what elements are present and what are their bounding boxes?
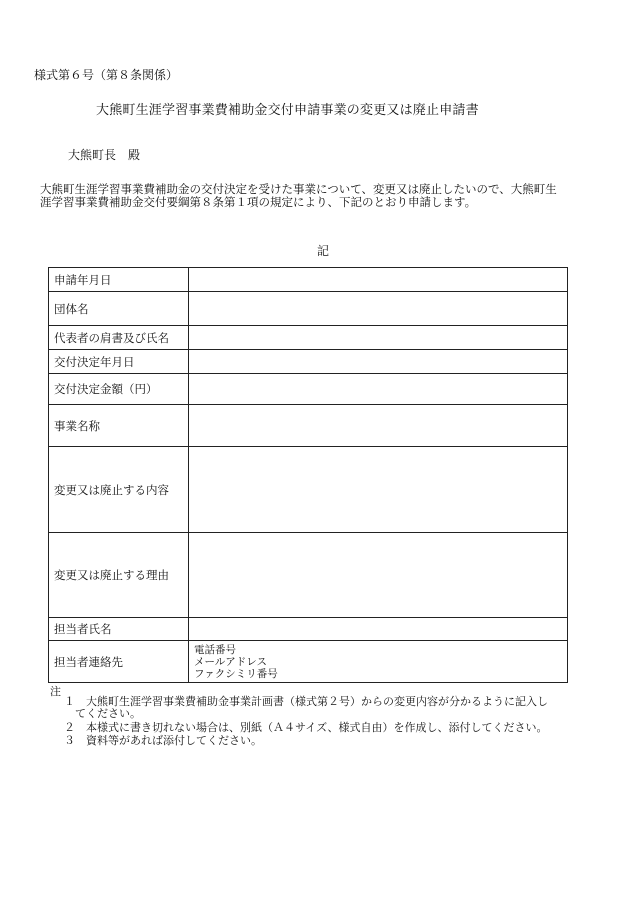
note-text: 本様式に書き切れない場合は、別紙（Ａ４サイズ、様式自由）を作成し、添付してください。	[86, 721, 548, 734]
field-representative[interactable]	[189, 326, 568, 350]
table-row	[49, 641, 568, 683]
field-contact-person[interactable]	[189, 618, 568, 641]
note-item-2	[64, 722, 547, 734]
row-label-change-content: 変更又は廃止する内容	[49, 447, 189, 533]
field-contact-info[interactable]	[189, 641, 568, 683]
row-label-contact-person: 担当者氏名	[49, 618, 189, 641]
row-label-representative: 代表者の肩書及び氏名	[49, 326, 189, 350]
contact-fax-label: ファクシミリ番号	[194, 667, 278, 680]
field-project-name[interactable]	[189, 405, 568, 447]
note-number: １	[64, 695, 75, 708]
field-change-reason[interactable]	[189, 533, 568, 618]
note-item-1	[64, 696, 569, 720]
notes-heading: 注	[50, 685, 61, 698]
table-row	[49, 618, 568, 641]
form-number: 様式第６号（第８条関係）	[34, 68, 179, 82]
row-label-decision-date: 交付決定年月日	[49, 350, 189, 374]
field-change-content[interactable]	[189, 447, 568, 533]
document-title: 大熊町生涯学習事業費補助金交付申請事業の変更又は廃止申請書	[96, 103, 479, 118]
note-number: ３	[64, 734, 75, 747]
contact-phone-label: 電話番号	[194, 643, 236, 656]
field-decision-date[interactable]	[189, 350, 568, 374]
table-row	[49, 268, 568, 292]
row-label-contact-info: 担当者連絡先	[49, 641, 189, 683]
application-form-table	[48, 267, 568, 683]
ki-heading: 記	[317, 244, 330, 258]
table-row	[49, 326, 568, 350]
contact-email-label: メールアドレス	[194, 655, 267, 668]
note-text-continued: てください。	[75, 707, 141, 720]
field-application-date[interactable]	[189, 268, 568, 292]
note-item-3	[64, 735, 262, 747]
table-row	[49, 350, 568, 374]
table-row	[49, 447, 568, 533]
field-organization[interactable]	[189, 292, 568, 326]
row-label-change-reason: 変更又は廃止する理由	[49, 533, 189, 618]
note-number: ２	[64, 721, 75, 734]
field-decision-amount[interactable]	[189, 374, 568, 405]
table-row	[49, 533, 568, 618]
table-row	[49, 405, 568, 447]
row-label-decision-amount: 交付決定金額（円）	[49, 374, 189, 405]
table-row	[49, 374, 568, 405]
row-label-project-name: 事業名称	[49, 405, 189, 447]
note-text: 資料等があれば添付してください。	[86, 734, 262, 747]
row-label-organization: 団体名	[49, 292, 189, 326]
row-label-application-date: 申請年月日	[49, 268, 189, 292]
table-row	[49, 292, 568, 326]
note-text: 大熊町生涯学習事業費補助金事業計画書（様式第２号）からの変更内容が分かるように記入し	[86, 695, 548, 708]
intro-paragraph: 大熊町生涯学習事業費補助金の交付決定を受けた事業について、変更又は廃止したいので、大熊町生涯学習事業費補助金交付要綱第８条第１項の規定により、下記のとおり申請します。	[40, 182, 557, 209]
addressee: 大熊町長 殿	[68, 148, 141, 162]
